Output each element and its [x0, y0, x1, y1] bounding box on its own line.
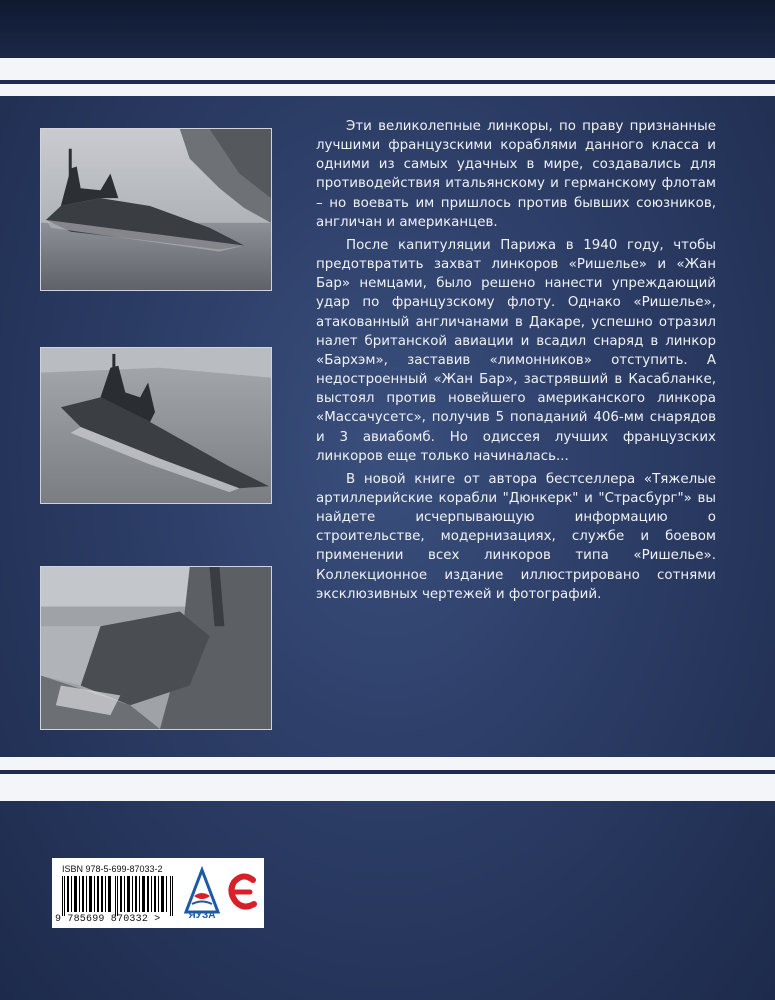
paragraph-3: В новой книге от автора бестселлера «Тяжелые артиллерийские корабли "Дюнкерк" и "Страсбург"» вы найдете исчерпывающую информацию о строительстве, модернизациях, службе и боевом применении всех линкоров типа «Ришелье». Коллекционное издание иллюстрировано сотнями эксклюзивных чертежей и фотографий. [316, 471, 716, 602]
paragraph-1: Эти великолепные линкоры, по праву признанные лучшими французскими кораблями данного класса и одними из самых удачных в мире, создавались для противодействия итальянскому и германскому флотам – но воевать им пришлось против бывших союзников, англичан и американцев. [316, 119, 716, 230]
white-band-bottom-thin [0, 757, 775, 770]
barcode [60, 876, 176, 916]
isbn-panel [52, 858, 264, 928]
top-dark-strip [0, 0, 775, 58]
paragraph-2: После капитуляции Парижа в 1940 году, чтобы предотвратить захват линкоров «Ришелье» и «Жан Бар» немцами, было решено нанести упреждающий удар по французскому флоту. Однако «Ришелье», атакованный англичанами в Дакаре, успешно отразил налет британской авиации и всадил снаряд в линкор «Бархэм», заставив «лимонников» отступить. А недостроенный «Жан Бар», застрявший в Касабланке, выстоял против новейшего американского линкора «Массачусетс», получив 5 попаданий 406-мм снарядов и 3 авиабомб. Но одиссея лучших французских линкоров еще только начиналась... [316, 237, 716, 464]
photo-battleship-1 [40, 128, 272, 291]
eksmo-logo-icon [226, 870, 260, 918]
isbn-label: ISBN 978-5-699-87033-2 [62, 864, 163, 874]
yuza-logo-text: ЯУЗА [188, 910, 216, 921]
blurb-text [316, 117, 716, 608]
barcode-digits: 9 785699 870332 > [55, 914, 161, 925]
white-band-top-thin [0, 84, 775, 96]
photo-battleship-3 [40, 566, 272, 730]
white-band-top [0, 58, 775, 80]
photo-battleship-2 [40, 347, 272, 504]
white-band-bottom [0, 774, 775, 801]
